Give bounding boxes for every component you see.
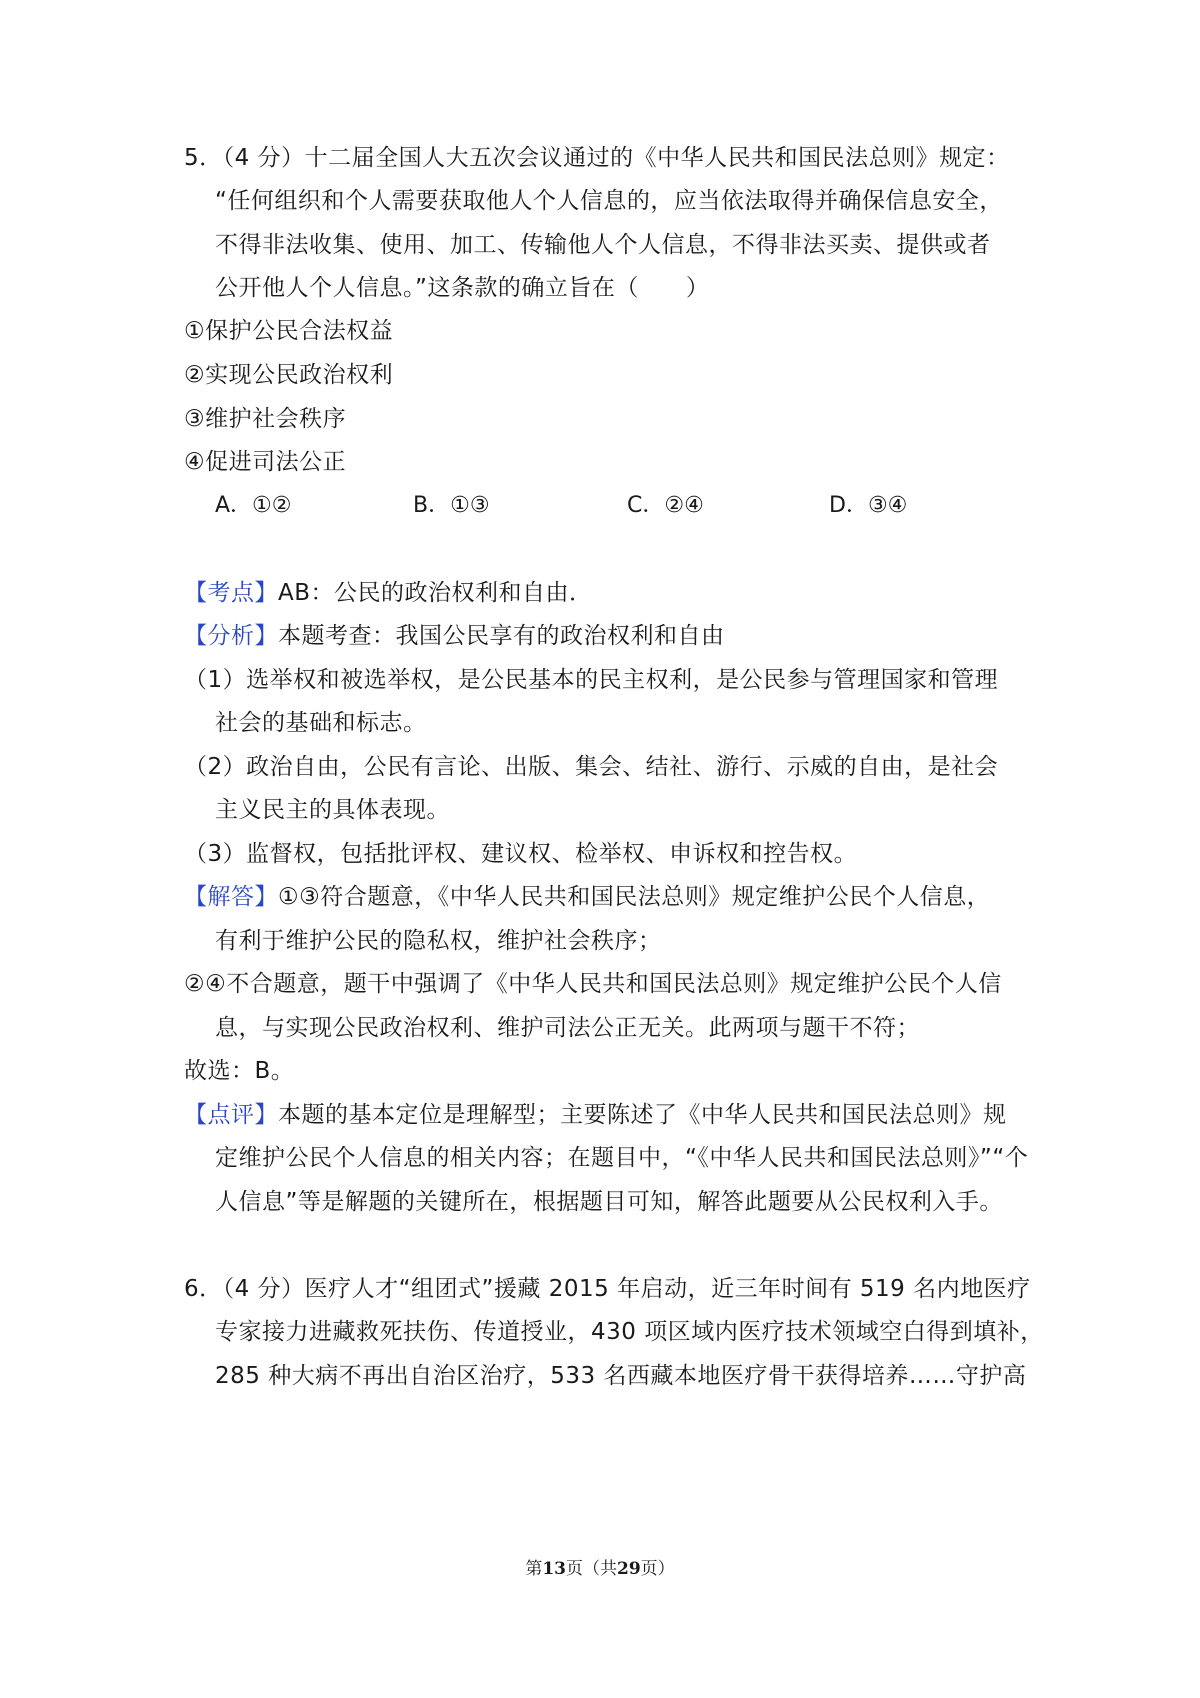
dianping-line-3: 人信息”等是解题的关键所在，根据题目可知，解答此题要从公民权利入手。: [215, 1189, 1003, 1215]
analysis-point-3: （3）监督权，包括批评权、建议权、检举权、申诉权和控告权。: [184, 841, 858, 867]
fenxi-line: [184, 620, 725, 652]
analysis-point-2-cont: 主义民主的具体表现。: [215, 797, 450, 823]
jieda-tag: 【解答】: [184, 884, 278, 910]
q5-stem-line-3: 不得非法收集、使用、加工、传输他人个人信息，不得非法买卖、提供或者: [215, 232, 991, 258]
footer-prefix: 第: [525, 1559, 543, 1579]
q6-stem-line-3: 285 种大病不再出自治区治疗，533 名西藏本地医疗骨干获得培养……守护高: [215, 1363, 1027, 1389]
dianping-line-2: 定维护公民个人信息的相关内容；在题目中，“《中华人民共和国民法总则》”“个: [215, 1145, 1029, 1171]
analysis-point-1-cont: 社会的基础和标志。: [215, 710, 427, 736]
footer-middle: 页（共: [566, 1559, 617, 1579]
footer-total-pages: 29: [617, 1559, 641, 1579]
kaodian-text: AB：公民的政治权利和自由．: [278, 580, 593, 606]
q5-item-3: ③维护社会秩序: [184, 406, 347, 432]
q5-stem-line-2: “任何组织和个人需要获取他人个人信息的，应当依法取得并确保信息安全，: [215, 188, 1003, 214]
fenxi-text: 本题考查：我国公民享有的政治权利和自由: [278, 623, 725, 649]
q5-option-d: D．③④: [829, 493, 908, 518]
q6-stem-line-2: 专家接力进藏救死扶伤、传道授业，430 项区域内医疗技术领域空白得到填补，: [215, 1319, 1044, 1345]
q6-stem-line-1: 6．（4 分）医疗人才“组团式”援藏 2015 年启动，近三年时间有 519 名内地医疗: [184, 1276, 1031, 1302]
footer-page-number: 13: [542, 1559, 566, 1579]
fenxi-tag: 【分析】: [184, 623, 278, 649]
kaodian-line: [184, 577, 593, 609]
jieda-text: ①③符合题意，《中华人民共和国民法总则》规定维护公民个人信息，: [278, 884, 991, 910]
q5-option-c: C．②④: [627, 493, 704, 518]
jieda-line: [184, 881, 990, 913]
footer-suffix: 页）: [640, 1559, 675, 1579]
q5-option-b: B．①③: [413, 493, 490, 518]
answer-line: 故选：B。: [184, 1058, 295, 1084]
q5-item-1: ①保护公民合法权益: [184, 318, 394, 344]
jieda-line-4: 息，与实现公民政治权利、维护司法公正无关。此两项与题干不符；: [215, 1015, 920, 1041]
kaodian-tag: 【考点】: [184, 580, 278, 606]
analysis-point-2: （2）政治自由，公民有言论、出版、集会、结社、游行、示威的自由，是社会: [184, 754, 999, 780]
jieda-line-3: ②④不合题意，题干中强调了《中华人民共和国民法总则》规定维护公民个人信: [184, 971, 1002, 997]
dianping-tag: 【点评】: [184, 1102, 278, 1128]
dianping-line: [184, 1099, 1007, 1131]
q5-stem-line-1: 5．（4 分）十二届全国人大五次会议通过的《中华人民共和国民法总则》规定：: [184, 145, 1010, 171]
q5-item-2: ②实现公民政治权利: [184, 362, 394, 388]
q5-stem-line-4: 公开他人个人信息。”这条款的确立旨在（ ）: [215, 275, 710, 301]
analysis-point-1: （1）选举权和被选举权，是公民基本的民主权利，是公民参与管理国家和管理: [184, 667, 999, 693]
dianping-text: 本题的基本定位是理解型；主要陈述了《中华人民共和国民法总则》规: [278, 1102, 1007, 1128]
jieda-line-2: 有利于维护公民的隐私权，维护社会秩序；: [215, 928, 662, 954]
page-footer: [0, 1557, 1200, 1581]
q5-item-4: ④促进司法公正: [184, 449, 347, 475]
q5-option-a: A．①②: [215, 493, 292, 518]
